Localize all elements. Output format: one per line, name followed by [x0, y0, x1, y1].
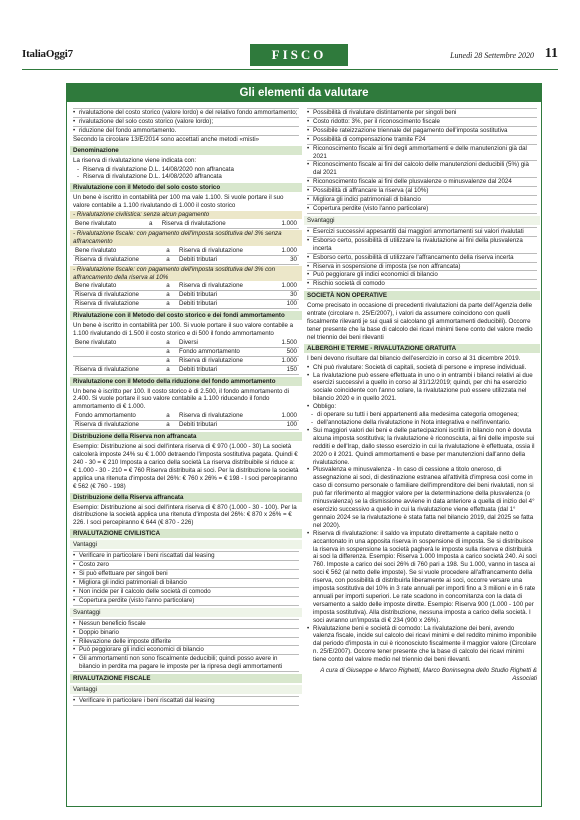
table-row: [73, 347, 299, 356]
list-item: • Rischio società di comodo: [307, 280, 537, 289]
list-item: • Nessun beneficio fiscale: [73, 620, 299, 629]
masthead: [22, 44, 558, 68]
list-item: • Doppio binario: [73, 629, 299, 638]
list-item: • rivalutazione del solo costo storico (valore lordo);: [73, 118, 299, 127]
list-item: - Riserva di rivalutazione D.L. 14/08/2020 affrancata: [73, 173, 299, 181]
table-row: [73, 220, 299, 228]
table-cell: Riserva di rivalutazione: [73, 300, 159, 309]
table-cell: Riserva di rivalutazione: [160, 220, 263, 228]
table-cell: 1.000: [263, 247, 299, 255]
intro-text: Secondo la circolare 13/E/2014 sono accettati anche metodi «misti»: [73, 135, 260, 143]
list-item: - di operare su tutti i beni appartenenti alla medesima categoria omogenea;: [307, 411, 537, 419]
table-cell: Fondo ammortamento: [73, 412, 159, 420]
subsection-header: - Rivalutazione fiscale: con pagamento dell'imposta sostitutiva del 3% con affrancamento della riserva al 10%: [70, 266, 302, 282]
entries-table: [73, 339, 299, 375]
table-cell: 500: [263, 347, 299, 356]
box-title: Gli elementi da valutare: [67, 84, 541, 102]
table-row: [73, 255, 299, 264]
section-header: RIVALUTAZIONE CIVILISTICA: [70, 529, 302, 538]
list-item: • Possibilità di affrancare la riserva (al 10%): [307, 187, 537, 196]
list-item: • Rilevazione delle imposte differite: [73, 638, 299, 647]
table-cell: a: [159, 412, 177, 420]
table-row: [73, 356, 299, 365]
table-cell: [73, 347, 159, 356]
section-header: ALBERGHI E TERME - RIVALUTAZIONE GRATUITA: [304, 344, 540, 353]
table-row: [73, 247, 299, 255]
table-cell: a: [159, 347, 177, 356]
list-item: • Riserva in sospensione di imposta (se non affrancata): [307, 263, 537, 272]
method1-text: Un bene è iscritto in contabilità per 100 ma vale 1.100. Si vuole portare il suo valore contabile a 1.100 rivalutando di 1.000 il costo storico: [73, 194, 284, 210]
section-header: Rivalutazione con il Metodo del costo storico e dei fondi ammortamento: [70, 311, 302, 320]
table-cell: Bene rivalutato: [73, 339, 159, 347]
list-item: • rivalutazione del costo storico (valore lordo) e del relativo fondo ammortamento;: [73, 109, 299, 118]
table-cell: a: [159, 339, 177, 347]
list-item: • Può peggiorare gli indici economici di bilancio: [73, 646, 299, 655]
table-cell: a: [159, 356, 177, 365]
table-cell: 30: [263, 291, 299, 300]
list-item: • Costo ridotto: 3%, per il riconoscimento fiscale: [307, 118, 537, 127]
list-item: • Esborso certo, possibilità di utilizzare la rivalutazione ai fini della plusvalenza incerta: [307, 237, 537, 254]
table-cell: 30: [263, 255, 299, 264]
issue-date: Lunedì 28 Settembre 2020: [450, 51, 534, 60]
distribution-text: Esempio: Distribuzione ai soci dell'intera riserva di € 870 (1.000 - 30 - 100). Per la distribuzione la società applica una ritenuta d'imposta del 26%: € 870 x 26% = € 226. I soci percepiranno € 644 (€ 870 - 226): [73, 503, 297, 527]
entries-table: [73, 220, 299, 229]
list-item: • Possibile rateizzazione triennale del pagamento dell'imposta sostitutiva: [307, 127, 537, 136]
table-cell: Diversi: [177, 339, 263, 347]
list-item: • Plusvalenza e minusvalenza - In caso di cessione a titolo oneroso, di assegnazione ai soci, di destinazione estranea all'attività d'impresa così come in caso di consumo personale o familiare dell'imprenditore dei beni rivalutati, non si può far riferimento al maggior valore per la determinazione della plusvalenza (o minusvalenza) se la dismissione avviene in data anteriore a quella di inizio del 4° esercizio successivo a quello in cui la rivalutazione viene effettuata (dal 1° gennaio 2024 se la rivalutazione è stata fatta nel bilancio 2019, dal 2025 se fatta nel 2020).: [307, 466, 537, 529]
subsection-header: - Rivalutazione civilistica: senza alcun pagamento: [70, 211, 302, 219]
table-cell: Bene rivalutato: [73, 247, 159, 255]
list-item: • Può peggiorare gli indici economici di bilancio: [307, 271, 537, 280]
section-header: Rivalutazione con il Metodo della riduzione del fondo ammortamento: [70, 377, 302, 386]
table-cell: Riserva di rivalutazione: [73, 421, 159, 430]
table-cell: 1.000: [263, 356, 299, 365]
list-item: • Copertura perdite (visto l'anno particolare): [307, 205, 537, 214]
section-header: Distribuzione della Riserva affrancata: [70, 493, 302, 502]
entries-table: [73, 282, 299, 309]
method3-text: Un bene è iscritto per 100. Il costo storico è di 2.500, il fondo ammortamento di 2.400. Si vuole portare il suo valore contabile a 1.100 riducendo il fondo ammortamento di € 1.000.: [73, 387, 289, 411]
method2-text: Un bene è iscritto in contabilità per 100. Si vuole portare il suo valore contabile a 1.100 rivalutando di 1.500 il costo storico e di 500 il fondo ammortamento: [73, 322, 294, 338]
left-column: [73, 108, 299, 706]
hotels-text: I beni devono risultare dal bilancio dell'esercizio in corso al 31 dicembre 2019.: [307, 354, 521, 362]
list-item: • Possibilità di rivalutare distintamente per singoli beni: [307, 109, 537, 118]
list-item: • Copertura perdite (visto l'anno particolare): [73, 597, 299, 606]
list-item: • Migliora gli indici patrimoniali di bilancio: [73, 579, 299, 588]
section-tab: FISCO: [250, 44, 348, 66]
list-item: • riduzione del fondo ammortamento.: [73, 127, 299, 136]
subsection-header: Vantaggi: [70, 685, 302, 694]
table-cell: a: [159, 300, 177, 309]
table-cell: a: [159, 282, 177, 290]
denom-list: [73, 166, 299, 182]
section-header: RIVALUTAZIONE FISCALE: [70, 674, 302, 683]
list-item: • Verificare in particolare i beni riscattati dal leasing: [73, 552, 299, 561]
list-item: • Rivalutazione beni e società di comodo: La rivalutazione dei beni, avendo valenza fiscale, incide sul calcolo dei ricavi minimi e del reddito minimo imponibile dal periodo d'imposta in cui è riconosciuto fiscalmente il maggior valore (Circolare n. 25/E/2007). Occorre tener presente che la base di calcolo dei ricavi minimi tiene conto del valore medio nel triennio dei beni rilevanti.: [307, 625, 537, 665]
subsection-header: - Rivalutazione fiscale: con pagamento dell'imposta sostitutiva del 3% senza affrancamento: [70, 230, 302, 246]
table-cell: Riserva di rivalutazione: [73, 291, 159, 300]
list-item: • Riserva di rivalutazione: il saldo va imputato direttamente a capitale netto o accantonato in una apposita riserva in sospensione di imposta. Se si distribuisce la riserva in sospensione la società pagherà le imposte sulla riserva e distribuirà ai soci la differenza. Esempio: Riserva 1.000 Imposta a carico società 240. Ai soci 760. Imposte a carico dei soci 26% di 760 pari a 198. Su 1.000, vanno in tasca ai soci € 562 (al netto delle imposte). Se si vuole procedere all'affrancamento della riserva, con possibilità di distribuirla liberamente ai soci, occorre versare una imposta sostitutiva del 10% in 3 rate annuali per importi fino a 3 milioni e in 6 rate annuali per importi superiori. Le rate scadono in concomitanza con la data di versamento a saldo delle imposte dirette. Esempio: Riserva 900 (1.000 - 100 per imposta sostitutiva). Alla distribuzione, nessuna imposta a carico della società. I soci avranno un'imposta di € 234 (900 x 26%).: [307, 530, 537, 625]
disadvantages-list: [307, 227, 537, 289]
subsection-header: Vantaggi: [70, 540, 302, 549]
table-cell: Riserva di rivalutazione: [73, 365, 159, 374]
table-cell: 100: [263, 300, 299, 309]
table-cell: Debiti tributari: [177, 365, 263, 374]
list-item: • La rivalutazione può essere effettuata in uno o in entrambi i bilanci relativi ai due esercizi successivi a quello in corso al 31/12/2019; quindi, per chi ha esercizio sociale coincidente con l'anno solare, la rivalutazione può essere utilizzata nel bilancio 2020 e in quello 2021.: [307, 372, 537, 404]
table-cell: Debiti tributari: [177, 421, 263, 430]
section-header: SOCIETÀ NON OPERATIVE: [304, 291, 540, 300]
table-row: [73, 365, 299, 374]
list-item: • Chi può rivalutare: Società di capitali, società di persone e imprese individuali.: [307, 364, 537, 372]
table-row: [73, 300, 299, 309]
table-cell: Debiti tributari: [177, 300, 263, 309]
header-rule: [22, 69, 558, 70]
table-cell: Riserva di rivalutazione: [177, 247, 263, 255]
newspaper-logo: ItaliaOggi7: [22, 48, 73, 60]
table-cell: 1.500: [263, 339, 299, 347]
table-cell: Bene rivalutato: [73, 220, 142, 228]
list-item: • Non incide per il calcolo delle società di comodo: [73, 588, 299, 597]
table-cell: Riserva di rivalutazione: [177, 282, 263, 290]
table-cell: a: [159, 365, 177, 374]
table-row: [73, 421, 299, 430]
table-cell: a: [142, 220, 160, 228]
subsection-header: Svantaggi: [70, 608, 302, 617]
table-cell: Riserva di rivalutazione: [177, 356, 263, 365]
table-cell: Riserva di rivalutazione: [177, 412, 263, 420]
table-cell: Debiti tributari: [177, 291, 263, 300]
table-cell: a: [159, 291, 177, 300]
table-cell: a: [159, 255, 177, 264]
table-cell: 150: [263, 365, 299, 374]
hotels-list: [307, 364, 537, 411]
advantages-list: [73, 696, 299, 706]
non-operative-text: Come precisato in occasione di precedenti rivalutazioni da parte dell'Agenzia delle entrate (circolare n. 25/E/2007), i valori da assumere coincidono con quelli fiscalmente rilevanti je sui quali si calcolano gli ammortamenti deducibili). Occorre tener presente che la base di calcolo dei ricavi minimi tiene conto del valore medio nel triennio dei beni rilevanti: [307, 302, 533, 341]
advantages-list: [307, 108, 537, 214]
page-number: 11: [544, 46, 558, 61]
list-item: • Sui maggiori valori dei beni e delle partecipazioni iscritti in bilancio non è dovuta alcuna imposta sostitutiva; la rivalutazione è riconosciuta, ai fini delle imposte sui redditi e dell'Irap, dallo stesso esercizio in cui la rivalutazione è effettuata, ossia il 2020 o il 2021. Quindi ammortamenti e base per manutenzioni dall'anno della rivalutazione.: [307, 427, 537, 467]
distribution-text: Esempio: Distribuzione ai soci dell'intera riserva di € 970 (1.000 - 30) La società calcolerà imposte 24% su € 1.000 detraendo l'imposta sostitutiva pagata. Quindi € 240 - 30 = € 210 Imposta a carico della società La riserva distribuibile si riduce a: € 1.000 - 30 - 210 = € 760 Riserva distribuita ai soci. Per la distribuzione la società applica una ritenuta d'imposta del 26%: € 760 x 26% = € 198 - I soci percepiranno € 562 (€ 760 - 198): [73, 443, 299, 490]
section-header: Denominazione: [70, 146, 302, 155]
list-item: • Verificare in particolare i beni riscattati dal leasing: [73, 697, 299, 706]
list-item: • Migliora gli indici patrimoniali di bilancio: [307, 196, 537, 205]
subsection-header: Svantaggi: [304, 216, 540, 225]
intro-list: [73, 108, 299, 136]
table-row: [73, 339, 299, 347]
list-item: • Si può effettuare per singoli beni: [73, 570, 299, 579]
table-cell: Debiti tributari: [177, 255, 263, 264]
table-cell: Bene rivalutato: [73, 282, 159, 290]
list-item: • Obbligo:: [307, 403, 537, 411]
table-cell: 1.000: [263, 282, 299, 290]
section-header: Distribuzione della Riserva non affrancata: [70, 432, 302, 441]
section-header: Rivalutazione con il Metodo del solo costo storico: [70, 183, 302, 192]
table-row: [73, 282, 299, 290]
disadvantages-list: [73, 619, 299, 672]
article-box: [66, 83, 542, 807]
denom-text: La riserva di rivalutazione viene indicata con:: [73, 156, 197, 164]
table-cell: 1.000: [263, 412, 299, 420]
table-cell: a: [159, 421, 177, 430]
table-cell: 1.000: [263, 220, 299, 228]
list-item: • Gli ammortamenti non sono fiscalmente deducibili; quindi posso avere in bilancio in perdita ma pagare le imposte per la ripresa degli ammortamenti: [73, 655, 299, 672]
list-item: • Esborso certo, possibilità di utilizzare l'affrancamento della riserva incerta: [307, 254, 537, 263]
entries-table: [73, 247, 299, 265]
list-item: - Riserva di rivalutazione D.L. 14/08/2020 non affrancata: [73, 166, 299, 174]
list-item: - dell'annotazione della rivalutazione in Nota integrativa e nell'inventario.: [307, 419, 537, 427]
table-cell: a: [159, 247, 177, 255]
entries-table: [73, 412, 299, 430]
table-row: [73, 412, 299, 420]
table-cell: Fondo ammortamento: [177, 347, 263, 356]
table-row: [73, 291, 299, 300]
list-item: • Riconoscimento fiscale ai fini degli ammortamenti e delle manutenzioni già dal 2021: [307, 145, 537, 162]
advantages-list: [73, 551, 299, 605]
author-signature: A cura di Giuseppe e Marco Righetti, Marco Boninsegna dello Studio Righetti & Associati: [320, 667, 537, 682]
table-cell: 100: [263, 421, 299, 430]
list-item: • Riconoscimento fiscale ai fini del calcolo delle manutenzioni deducibili (5%) già dal 2021: [307, 161, 537, 178]
list-item: • Esercizi successivi appesantiti dai maggiori ammortamenti sui valori rivalutati: [307, 228, 537, 237]
obligations-list: [307, 411, 537, 427]
table-cell: Riserva di rivalutazione: [73, 255, 159, 264]
table-cell: [73, 356, 159, 365]
list-item: • Riconoscimento fiscale ai fini delle plusvalenze o minusvalenze dal 2024: [307, 178, 537, 187]
right-column: [307, 108, 537, 683]
hotels-list-continued: [307, 427, 537, 664]
list-item: • Possibilità di compensazione tramite F24: [307, 136, 537, 145]
list-item: • Costo zero: [73, 561, 299, 570]
